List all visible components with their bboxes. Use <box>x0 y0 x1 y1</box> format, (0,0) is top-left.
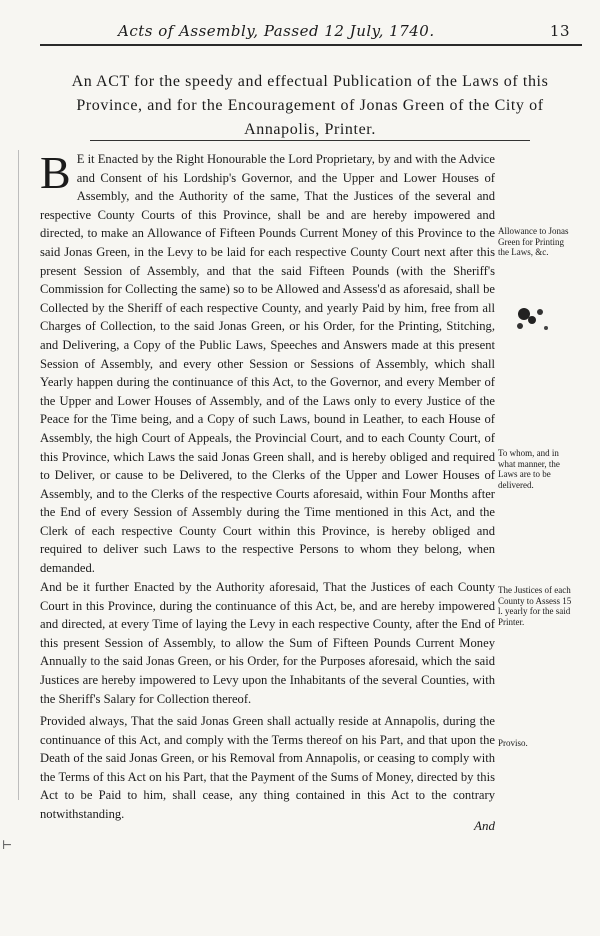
running-head-text: Acts of Assembly, Passed 12 July, 1740. <box>118 22 435 40</box>
enacting-text: E it Enacted by the Right Honourable the Lord Proprietary, by and with the Advice and Consent of his Lordship's Governor, and the Upper and Lower Houses of Assembly, and the Authority of the same, That the Justices of the several and respective County Courts of this Province, shall be and are hereby impowered and directed, to make an Allowance of Fifteen Pounds Current Money of this Province to the said Jonas Green, in the Levy to be laid for each respective County Court next after this present Session of Assembly, and that the said Fifteen Pounds (with the Sheriff's Commission for Collecting the same) so to be Allowed and Assess'd as aforesaid, shall be Collected by the Sheriff of each respective County, and yearly Paid by him, free from all Charges of Collection, to the said Jonas Green, or his Order, for the Printing, Stitching, and Delivering, a Copy of the Public Laws, Speeches and Answers made at this present Session of Assembly, and every other Session or Sessions of Assembly, which shall Yearly happen during the continuance of this Act, to the Governor, and every Member of the Upper and Lower Houses of Assembly, and of the Laws only to every Justice of the Peace for the Time being, and a Copy of such Laws, bound in Leather, to each House of Assembly, the high Court of Appeals, the Provincial Court, and to each County Court, of this Province, which Laws the said Jonas Green shall, and is hereby obliged and required to Deliver, or cause to be Delivered, to the Clerks of the Upper and Lower Houses of Assembly, and to the Clerks of the respective Courts aforesaid, within Four Months after the End of every Session of Assembly during the Time mentioned in this Act, and the Clerk of each respective County Court within this Province, is hereby obliged and required to deliver such Laws to the respective Persons to whom they belong, when demanded. <box>40 152 495 576</box>
further-enacted-paragraph: And be it further Enacted by the Authority aforesaid, That the Justices of each County Court in this Province, during the continuance of this Act, be, and are hereby impowered and directed, at every Time of laying the Levy in each respective County, after the End of this present Session of Assembly, to allow the Sum of Fifteen Pounds Current Money Annually to the said Jonas Green, or his Order, for the Purposes aforesaid, which the said Justices are hereby impowered to Levy upon the Inhabitants of the several Counties, with the Sheriff's Salary for Collection thereof. <box>40 580 495 706</box>
page-number: 13 <box>549 22 570 40</box>
margin-note-proviso: Proviso. <box>498 738 528 748</box>
ink-blot <box>510 300 556 340</box>
left-margin-rule <box>18 150 19 800</box>
edge-mark: ⊢ <box>2 838 13 852</box>
proviso-paragraph: Provided always, That the said Jonas Green shall actually reside at Annapolis, during the continuance of this Act, and comply with the Terms thereof on his Part, and that upon the Death of the said Jonas Green, or his Removal from Annapolis, or ceasing to comply with the Terms of this Act on his Part, that the Payment of the Sums of Money, directed by this Act to be Paid to him, shall cease, any thing contained in this Act to the contrary notwithstanding. <box>40 714 495 821</box>
enacting-paragraph <box>40 147 495 578</box>
header-rule <box>40 44 582 46</box>
title-rule <box>90 140 530 141</box>
act-title: An ACT for the speedy and effectual Publication of the Laws of this Province, and for the Encouragement of Jonas Green of the City of Annapolis, Printer. <box>71 73 549 138</box>
margin-note-delivery: To whom, and in what manner, the Laws are to be delivered. <box>498 448 560 490</box>
margin-note-allowance: Allowance to Jonas Green for Printing the Laws, &c. <box>498 226 569 257</box>
drop-cap: B <box>40 147 71 198</box>
running-head <box>118 22 578 40</box>
margin-note-justices: The Justices of each County to Assess 15 l. yearly for the said Printer. <box>498 585 572 627</box>
catchword: And <box>474 818 495 833</box>
